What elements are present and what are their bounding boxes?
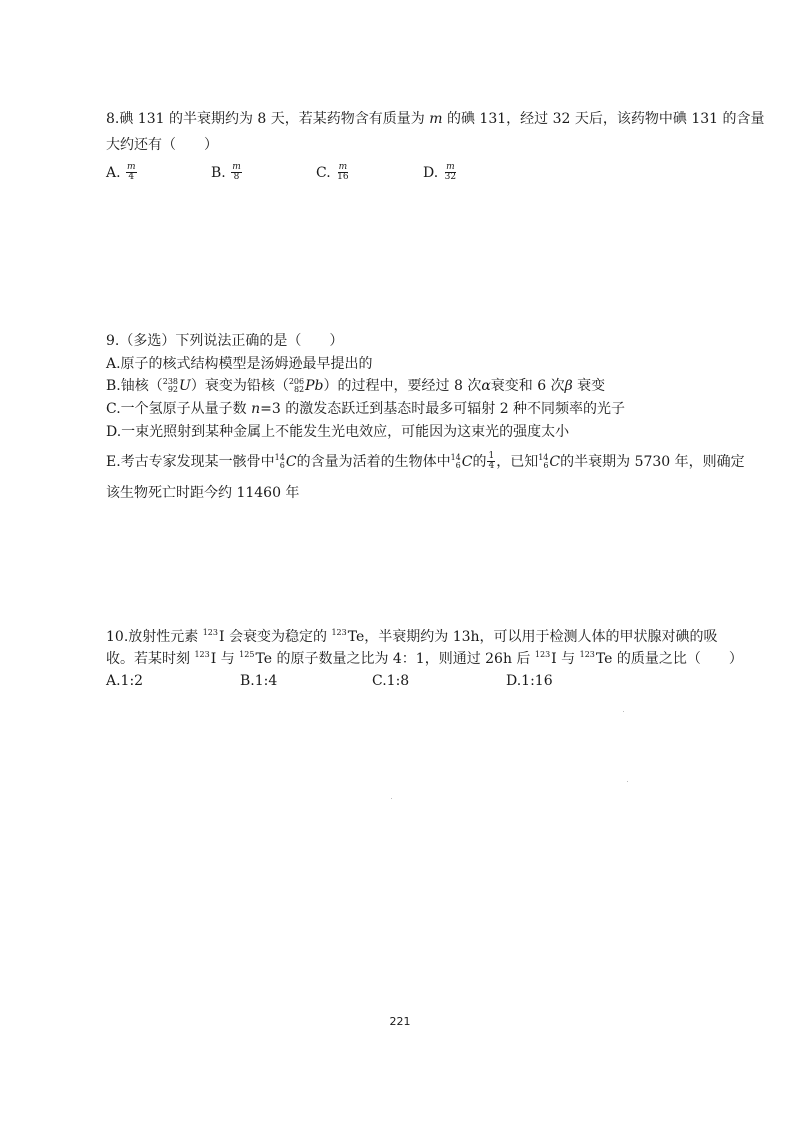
q8-stem-line1 <box>106 110 765 128</box>
fraction-numerator: m <box>232 162 241 172</box>
scan-speck <box>623 711 624 712</box>
q9-b-text-4: 衰变和 6 次 <box>490 378 565 395</box>
mass-number: 238 <box>162 377 179 387</box>
q9-option-d: D.一束光照射到某种金属上不能发生光电效应，可能因为这束光的强度太小 <box>106 424 570 440</box>
fraction <box>336 163 349 183</box>
fraction-numerator: 1 <box>488 451 495 461</box>
carbon14-nuclide <box>275 453 297 471</box>
q9-stem: 9.（多选）下列说法正确的是（ ） <box>106 333 344 349</box>
q9-e-text-1: E.考古专家发现某一骸骨中 <box>106 453 275 470</box>
element-symbol: C <box>285 453 297 470</box>
q9-b-text-2: ）衰变为铅核（ <box>190 378 289 395</box>
q8-option-d <box>423 163 458 183</box>
q10-text-f: Te 的原子数量之比为 4：1，则通过 26h 后 <box>255 651 535 667</box>
q8-option-a <box>106 163 138 183</box>
q8-option-c <box>316 163 351 183</box>
fraction <box>444 163 457 183</box>
q10-text-g: I 与 <box>551 651 580 667</box>
scan-speck <box>627 781 628 782</box>
atomic-number: 82 <box>293 385 305 395</box>
q9-option-a: A.原子的核式结构模型是汤姆逊最早提出的 <box>106 356 373 372</box>
fraction-denominator: 32 <box>444 172 457 183</box>
q10-option-a: A.1:2 <box>106 673 144 689</box>
q10-option-c: C.1:8 <box>372 673 410 689</box>
atomic-number: 6 <box>455 460 461 470</box>
mass-number-sup: 123 <box>202 628 218 638</box>
q10-stem-line2 <box>106 650 743 668</box>
alpha-symbol: α <box>481 378 491 395</box>
q8-text-b: 的碘 131，经过 32 天后，该药物中碘 131 的含量 <box>442 111 765 127</box>
q9-c-text-1: C.一个氢原子从量子数 <box>106 401 252 417</box>
element-symbol: C <box>549 453 561 470</box>
q9-option-e-line2: 该生物死亡时距今约 11460 年 <box>106 485 300 501</box>
fraction-denominator: 4 <box>488 461 495 472</box>
option-label: C. <box>316 164 331 181</box>
mass-number: 14 <box>538 452 549 462</box>
fraction-numerator: m <box>338 162 348 172</box>
fraction-numerator: m <box>446 162 455 172</box>
mass-number: 14 <box>274 452 285 462</box>
atomic-number: 92 <box>167 385 179 395</box>
q9-option-e <box>106 452 745 472</box>
fraction-denominator: 4 <box>128 172 135 183</box>
option-label: D. <box>423 164 439 181</box>
mass-number-sup: 123 <box>331 628 347 638</box>
q9-c-text-2: =3 的激发态跃迁到基态时最多可辐射 2 种不同频率的光子 <box>260 401 626 417</box>
q10-text-c: Te，半衰期约为 13h，可以用于检测人体的甲状腺对碘的吸 <box>347 629 718 645</box>
fraction-denominator: 8 <box>233 172 240 183</box>
mass-number-sup: 123 <box>579 650 595 660</box>
uranium-nuclide <box>163 377 191 395</box>
q8-stem-line2: 大约还有（ ） <box>106 137 218 153</box>
option-label: B. <box>211 164 226 181</box>
q8-option-b <box>211 163 243 183</box>
element-symbol: C <box>461 453 473 470</box>
beta-symbol: β <box>564 378 573 395</box>
q10-text-b: I 会衰变为稳定的 <box>219 629 332 645</box>
q9-b-text-3: ）的过程中，要经过 8 次 <box>323 378 482 395</box>
element-symbol: U <box>179 378 191 394</box>
carbon14-nuclide <box>451 453 473 471</box>
fraction <box>126 163 137 183</box>
q9-b-text-5: 衰变 <box>572 378 606 395</box>
carbon14-nuclide <box>538 453 560 471</box>
page-number: 221 <box>389 1015 411 1028</box>
q9-e-text-2: 的含量为活着的生物体中 <box>296 453 451 470</box>
fraction-one-quarter <box>487 452 495 472</box>
mass-number-sup: 123 <box>194 650 210 660</box>
q9-option-b <box>106 377 605 395</box>
q9-e-text-3: 的 <box>472 453 487 470</box>
q9-option-c <box>106 400 625 418</box>
mass-number-sup: 125 <box>239 650 255 660</box>
mass-number: 14 <box>450 452 461 462</box>
fraction <box>231 163 242 183</box>
q9-e-text-4: ，已知 <box>496 453 539 470</box>
fraction-denominator: 16 <box>337 172 349 183</box>
q9-e-text-5: 的半衰期为 5730 年，则确定 <box>560 453 745 470</box>
q8-mass-symbol: m <box>429 111 443 127</box>
atomic-number: 6 <box>279 460 285 470</box>
element-symbol: Pb <box>305 378 324 394</box>
q10-stem-line1 <box>106 628 718 646</box>
q10-text-h: Te 的质量之比（ ） <box>595 651 743 667</box>
fraction-numerator: m <box>127 162 136 172</box>
atomic-number: 6 <box>543 460 549 470</box>
quantum-number-symbol: n <box>251 401 261 417</box>
q8-text-a: 8.碘 131 的半衰期约为 8 天，若某药物含有质量为 <box>106 111 430 127</box>
scan-speck <box>391 798 392 799</box>
q9-b-text-1: B.铀核（ <box>106 378 163 395</box>
lead-nuclide <box>289 377 324 395</box>
mass-number-sup: 123 <box>534 650 551 660</box>
mass-number: 206 <box>288 377 305 387</box>
q10-text-d: 收。若某时刻 <box>106 651 195 667</box>
q10-option-b: B.1:4 <box>240 673 278 689</box>
q10-option-d: D.1:16 <box>506 673 553 689</box>
option-label: A. <box>106 164 121 181</box>
q10-text-a: 10.放射性元素 <box>106 629 203 645</box>
q10-text-e: I 与 <box>210 651 240 667</box>
